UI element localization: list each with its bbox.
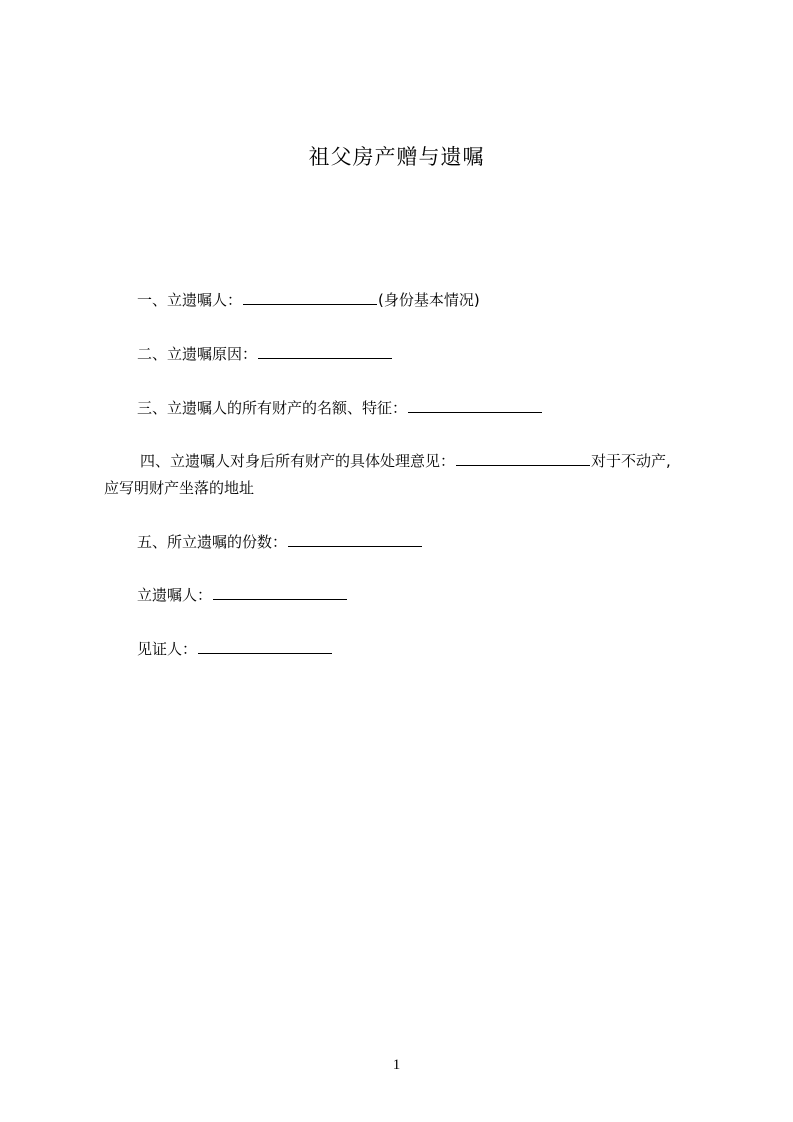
signature-blank[interactable] — [213, 585, 347, 600]
page-number: 1 — [392, 1057, 401, 1073]
clause-suffix: 对于不动产, — [591, 452, 671, 470]
clause-reason — [137, 344, 393, 364]
clause-label: 五、所立遗嘱的份数： — [137, 533, 288, 551]
clause-property-description — [137, 398, 543, 418]
fill-in-blank[interactable] — [243, 290, 377, 305]
clause-suffix: (身份基本情况) — [378, 291, 480, 309]
signature-blank[interactable] — [198, 639, 332, 654]
fill-in-blank[interactable] — [408, 398, 542, 413]
clause-testator — [137, 290, 480, 310]
document-title: 祖父房产赠与遗嘱 — [308, 145, 485, 169]
signature-witness — [137, 639, 333, 659]
signature-label: 立遗嘱人： — [137, 586, 213, 604]
fill-in-blank[interactable] — [258, 344, 392, 359]
fill-in-blank[interactable] — [456, 451, 590, 466]
clause-disposition-continuation: 应写明财产坐落的地址 — [104, 479, 255, 497]
clause-label: 二、立遗嘱原因： — [137, 345, 258, 363]
clause-disposition — [140, 451, 671, 471]
clause-label: 一、立遗嘱人： — [137, 291, 243, 309]
clause-copies — [137, 532, 423, 552]
fill-in-blank[interactable] — [288, 532, 422, 547]
signature-testator — [137, 585, 348, 605]
signature-label: 见证人： — [137, 640, 198, 658]
clause-label: 三、立遗嘱人的所有财产的名额、特征： — [137, 399, 408, 417]
clause-label: 四、立遗嘱人对身后所有财产的具体处理意见： — [140, 452, 456, 470]
